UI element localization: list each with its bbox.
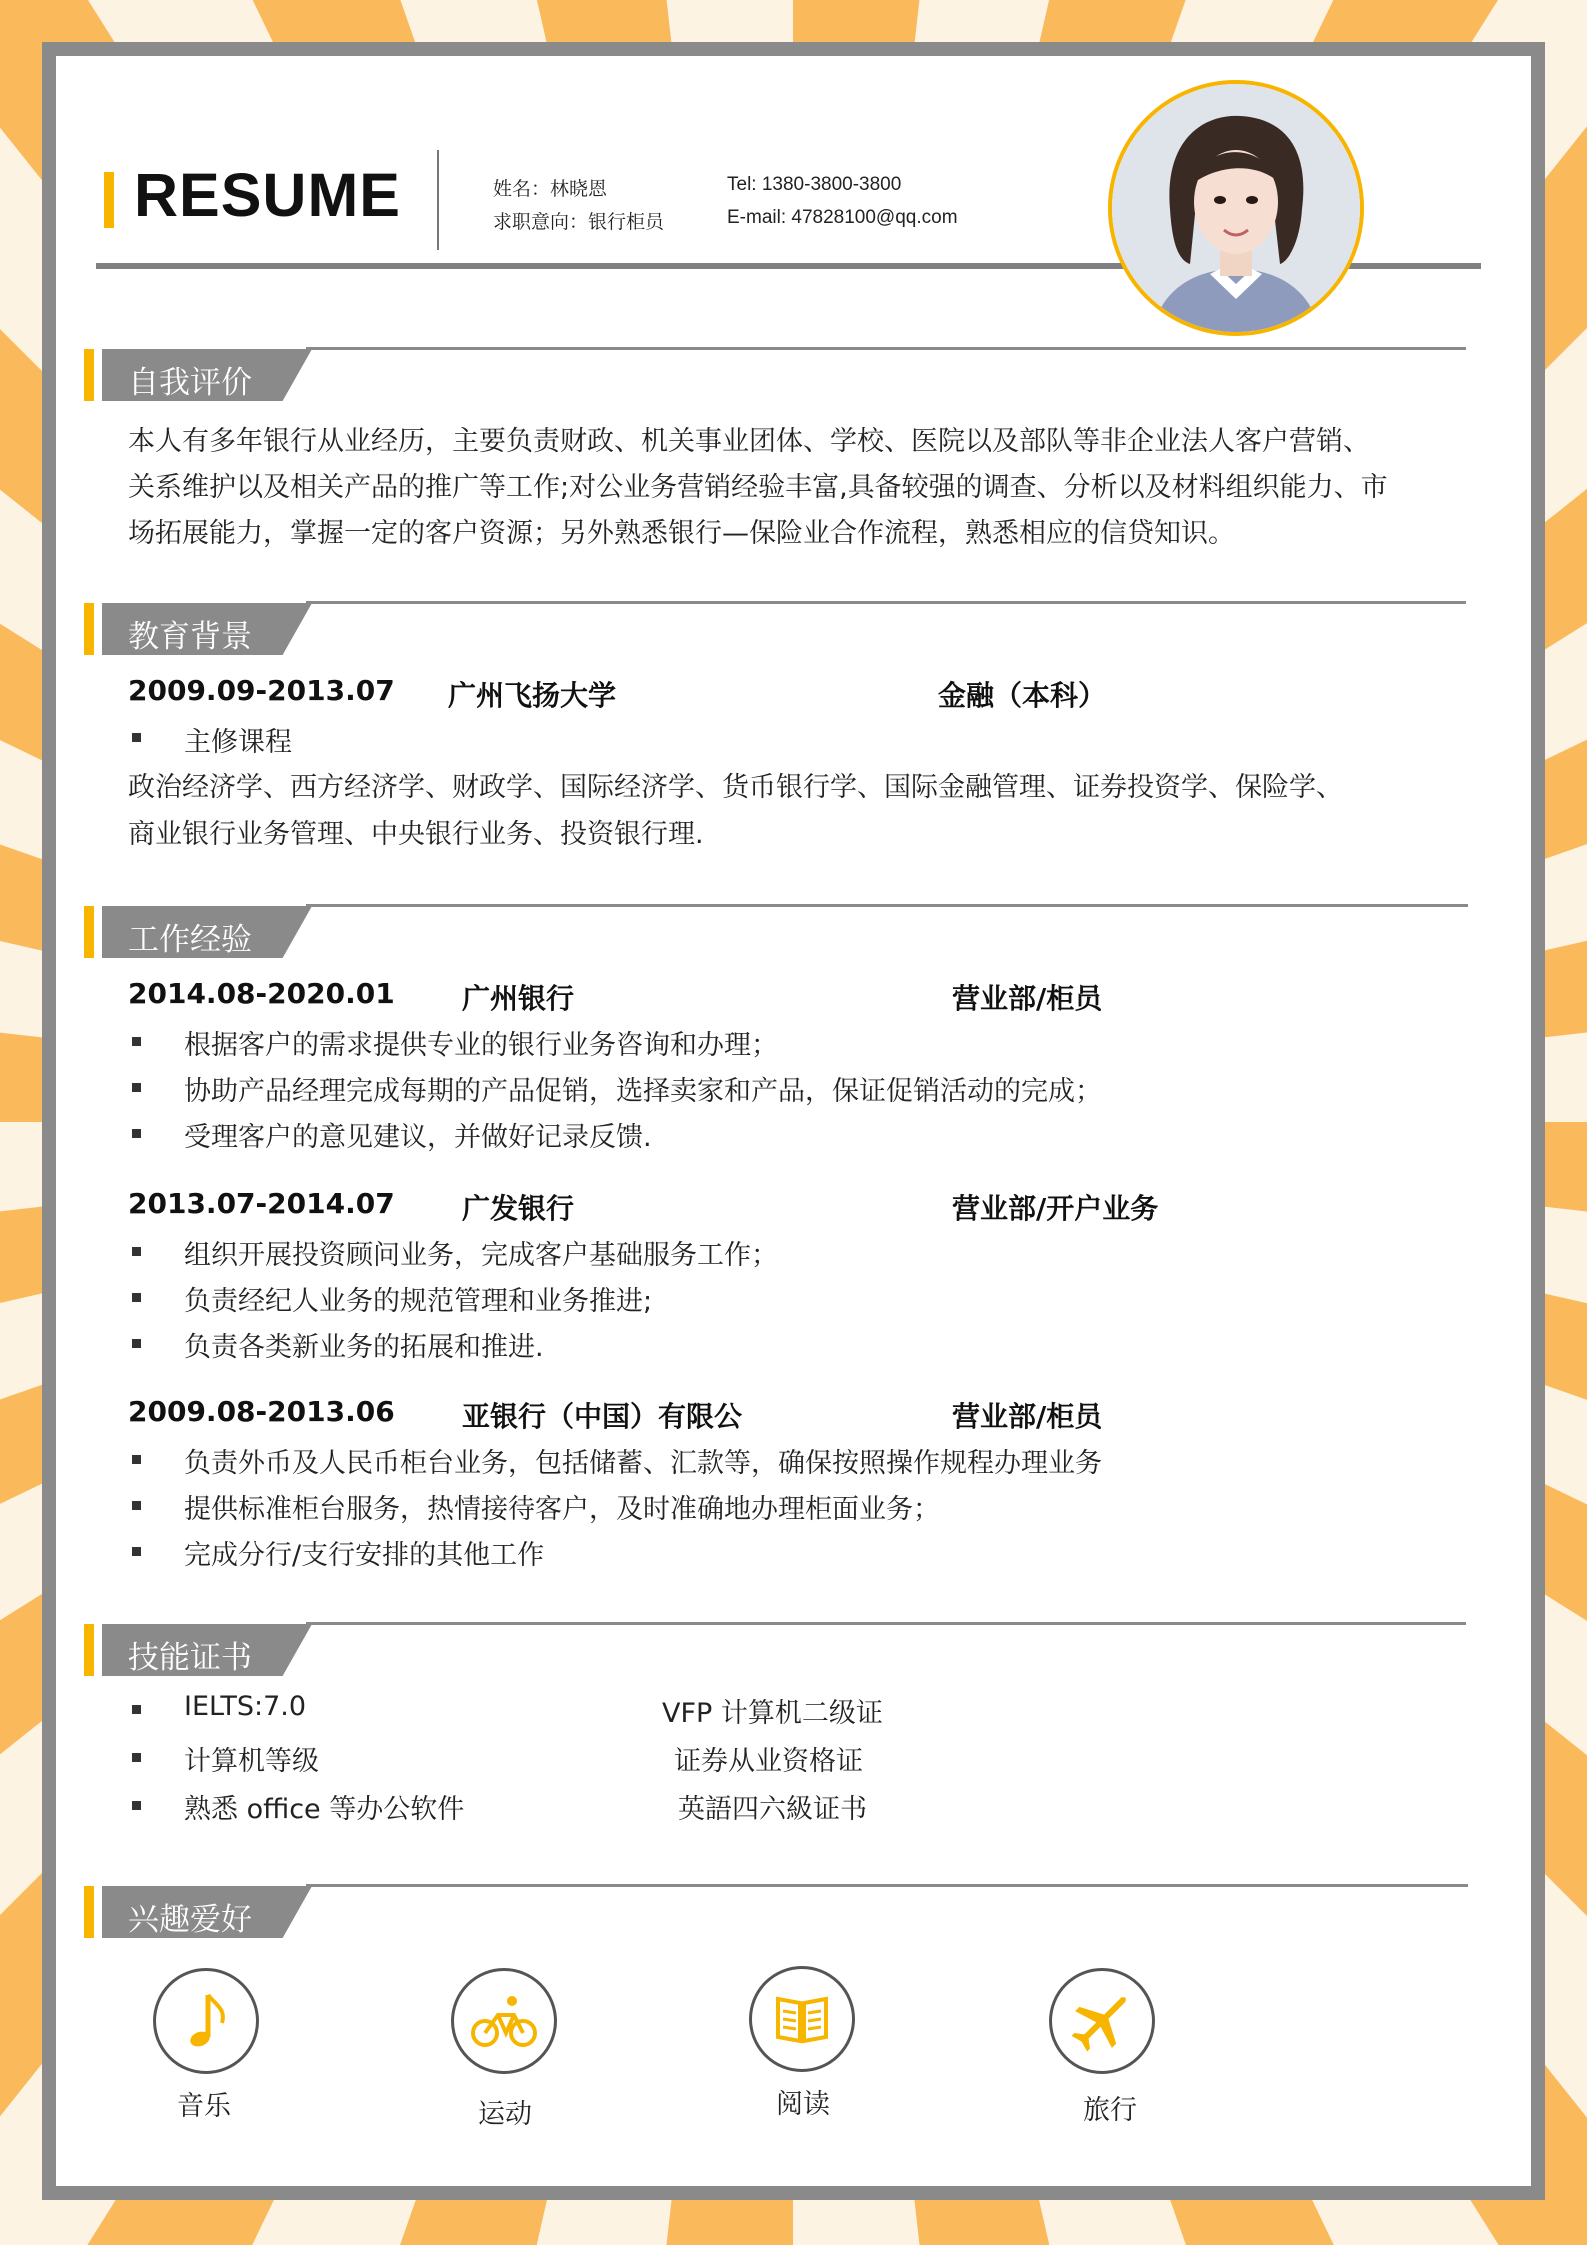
job-period: 2014.08-2020.01 bbox=[128, 977, 395, 1010]
bullet-icon bbox=[132, 1501, 141, 1510]
hobby-label: 旅行 bbox=[1083, 2095, 1137, 2126]
job-position: 营业部/开户业务 bbox=[952, 1192, 1159, 1225]
bullet-icon bbox=[132, 1547, 141, 1556]
job-position: 营业部/柜员 bbox=[952, 982, 1103, 1015]
bullet-icon bbox=[132, 1037, 141, 1046]
self-eval-accent bbox=[84, 349, 94, 401]
hobbies-title: 兴趣爱好 bbox=[128, 1902, 252, 1938]
skills-rule bbox=[306, 1622, 1466, 1625]
education-title: 教育背景 bbox=[128, 619, 252, 655]
job-company: 广发银行 bbox=[462, 1192, 575, 1225]
email-text: E-mail: 47828100@qq.com bbox=[727, 207, 958, 228]
title-accent-bar bbox=[104, 172, 114, 228]
job-duty: 负责外币及人民币柜台业务，包括储蓄、汇款等，确保按照操作规程办理业务 bbox=[184, 1448, 1102, 1479]
bullet-icon bbox=[132, 1339, 141, 1348]
education-major: 金融（本科） bbox=[938, 679, 1107, 712]
self-eval-line: 关系维护以及相关产品的推广等工作;对公业务营销经验丰富,具备较强的调查、分析以及材料组织能力、市 bbox=[128, 472, 1388, 503]
name-text: 姓名：林晓恩 bbox=[493, 178, 608, 200]
hobby-travel bbox=[1049, 1968, 1155, 2074]
bullet-icon bbox=[132, 733, 141, 742]
job-duty: 负责经纪人业务的规范管理和业务推进; bbox=[184, 1286, 653, 1317]
work-rule bbox=[306, 904, 1468, 907]
tel-text: Tel: 1380-3800-3800 bbox=[727, 174, 902, 195]
work-title: 工作经验 bbox=[128, 922, 252, 958]
hobby-reading bbox=[749, 1966, 855, 2072]
hobby-label: 阅读 bbox=[776, 2089, 830, 2120]
skill-item: 计算机等级 bbox=[184, 1746, 319, 1777]
work-accent bbox=[84, 906, 94, 958]
course-line: 政治经济学、西方经济学、财政学、国际经济学、货币银行学、国际金融管理、证券投资学、保险学、 bbox=[128, 772, 1343, 803]
education-accent bbox=[84, 603, 94, 655]
course-label: 主修课程 bbox=[184, 727, 292, 758]
bicycle-icon bbox=[454, 1971, 554, 2071]
job-duty: 提供标准柜台服务，热情接待客户，及时准确地办理柜面业务； bbox=[184, 1494, 940, 1525]
resume-title: RESUME bbox=[134, 161, 401, 229]
bullet-icon bbox=[132, 1247, 141, 1256]
skill-item: VFP 计算机二级证 bbox=[662, 1698, 883, 1729]
job-duty: 组织开展投资顾问业务，完成客户基础服务工作； bbox=[184, 1240, 778, 1271]
hobbies-accent bbox=[84, 1886, 94, 1938]
skill-item: 证券从业资格证 bbox=[674, 1746, 863, 1777]
hobby-sport bbox=[451, 1968, 557, 2074]
book-icon bbox=[752, 1969, 852, 2069]
skills-accent bbox=[84, 1624, 94, 1676]
bullet-icon bbox=[132, 1455, 141, 1464]
bullet-icon bbox=[132, 1801, 141, 1810]
education-school: 广州飞扬大学 bbox=[448, 679, 617, 712]
self-eval-line: 场拓展能力，掌握一定的客户资源；另外熟悉银行—保险业合作流程，熟悉相应的信贷知识。 bbox=[128, 518, 1235, 549]
hobbies-rule bbox=[306, 1884, 1468, 1887]
job-company: 广州银行 bbox=[462, 982, 575, 1015]
self-eval-rule bbox=[306, 347, 1466, 350]
self-eval-line: 本人有多年银行从业经历，主要负责财政、机关事业团体、学校、医院以及部队等非企业法人客户营销、 bbox=[128, 426, 1370, 457]
education-rule bbox=[306, 601, 1466, 604]
skill-item: 英語四六級证书 bbox=[678, 1794, 867, 1825]
objective-text: 求职意向：银行柜员 bbox=[493, 211, 665, 233]
music-note-icon bbox=[156, 1971, 256, 2071]
self-eval-title: 自我评价 bbox=[128, 365, 252, 401]
profile-photo bbox=[1108, 80, 1364, 336]
job-period: 2009.08-2013.06 bbox=[128, 1395, 395, 1428]
airplane-icon bbox=[1052, 1971, 1152, 2071]
job-position: 营业部/柜员 bbox=[952, 1400, 1103, 1433]
bullet-icon bbox=[132, 1083, 141, 1092]
hobby-music bbox=[153, 1968, 259, 2074]
job-duty: 协助产品经理完成每期的产品促销，选择卖家和产品，保证促销活动的完成； bbox=[184, 1076, 1102, 1107]
skill-item: 熟悉 office 等办公软件 bbox=[184, 1794, 465, 1825]
job-duty: 完成分行/支行安排的其他工作 bbox=[184, 1540, 545, 1571]
bullet-icon bbox=[132, 1705, 141, 1714]
hobby-label: 音乐 bbox=[177, 2091, 231, 2122]
bullet-icon bbox=[132, 1753, 141, 1762]
education-period: 2009.09-2013.07 bbox=[128, 674, 395, 707]
skill-item: IELTS:7.0 bbox=[184, 1691, 307, 1722]
job-duty: 负责各类新业务的拓展和推进. bbox=[184, 1332, 544, 1363]
skills-title: 技能证书 bbox=[128, 1640, 252, 1676]
course-line: 商业银行业务管理、中央银行业务、投资银行理. bbox=[128, 819, 704, 850]
header-divider bbox=[437, 150, 439, 250]
job-period: 2013.07-2014.07 bbox=[128, 1187, 395, 1220]
job-company: 亚银行（中国）有限公 bbox=[462, 1400, 743, 1433]
job-duty: 根据客户的需求提供专业的银行业务咨询和办理； bbox=[184, 1030, 778, 1061]
bullet-icon bbox=[132, 1293, 141, 1302]
hobby-label: 运动 bbox=[478, 2099, 532, 2130]
job-duty: 受理客户的意见建议，并做好记录反馈. bbox=[184, 1122, 652, 1153]
bullet-icon bbox=[132, 1129, 141, 1138]
